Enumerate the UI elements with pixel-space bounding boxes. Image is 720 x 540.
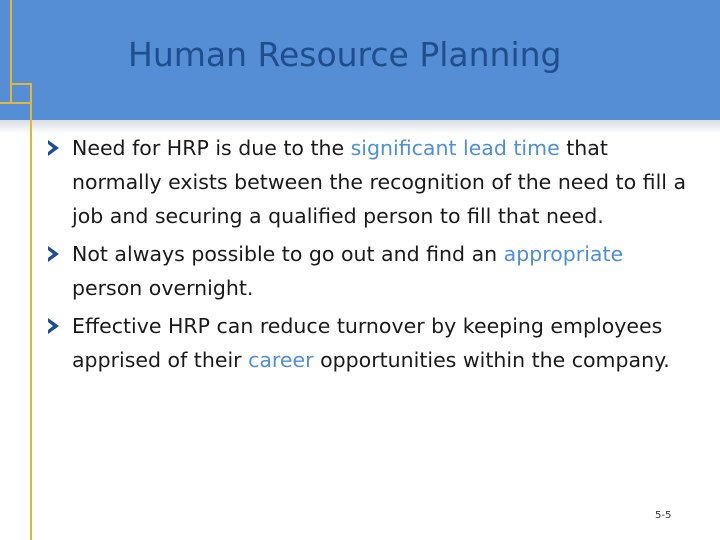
accent-line-horizontal [0,102,32,104]
slide-title: Human Resource Planning [128,35,562,74]
bullet-highlight: appropriate [503,242,624,266]
bullet-text: Need for HRP is due to the [72,136,351,160]
bullet-item [48,237,688,305]
bullet-highlight: career [248,348,314,372]
bullet-highlight: significant lead time [350,136,560,160]
slide-number: 5-5 [655,510,672,521]
bullet-text: Effective HRP can reduce turnover by keeping employees apprised of their [72,314,663,372]
bullet-list [48,131,688,381]
accent-line-left [10,0,12,102]
bullet-item [48,131,688,233]
bullet-text: opportunities within the company. [313,348,670,372]
arrow-right-icon [48,140,59,156]
bullet-text: person overnight. [72,276,254,300]
accent-line-top [10,83,32,85]
bullet-text: that normally exists between the recognition of the need to fill a job and securing a qualified person to fill that need. [72,136,687,228]
arrow-right-icon [48,318,59,334]
arrow-right-icon [48,246,59,262]
accent-line-vertical [30,83,32,540]
bullet-item [48,309,688,377]
bullet-text: Not always possible to go out and find an [72,242,504,266]
